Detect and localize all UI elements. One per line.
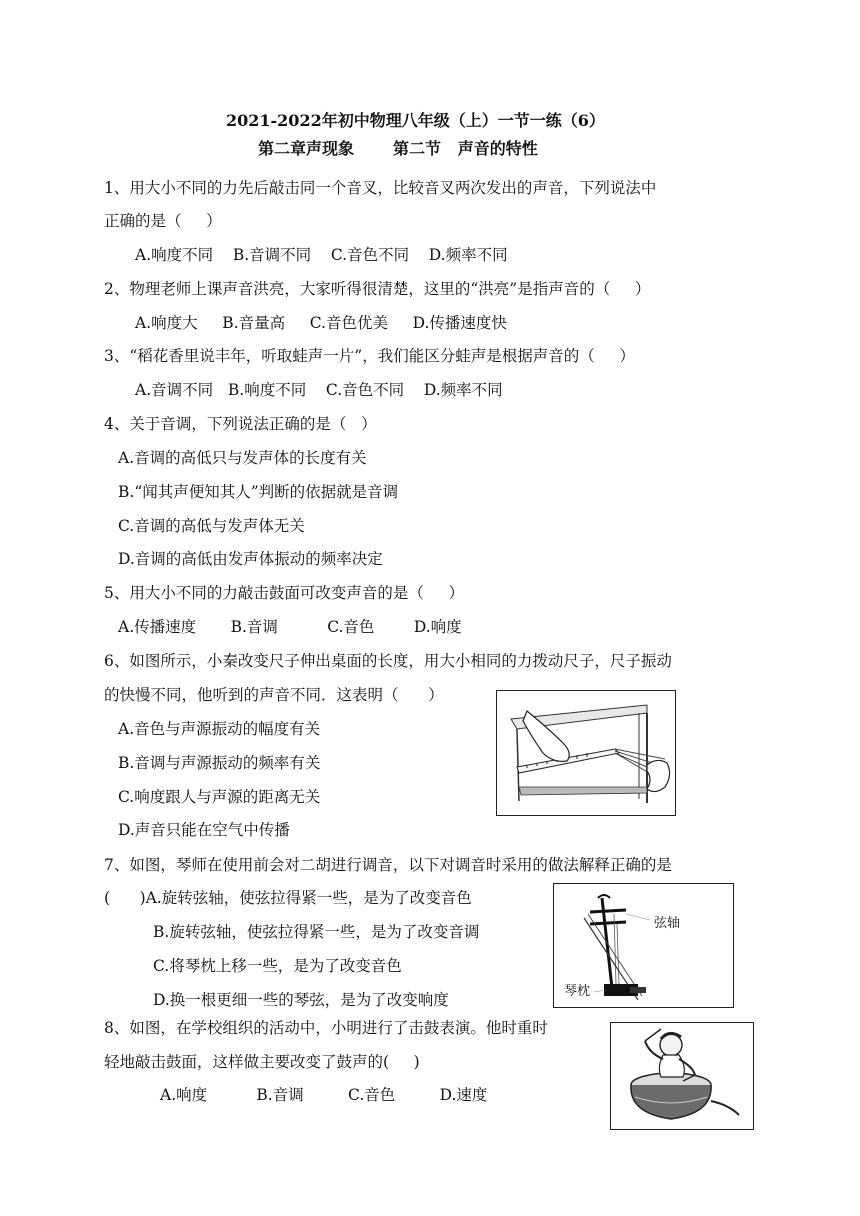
question-7-option-d: D.换一根更细一些的琴弦，是为了改变响度 xyxy=(153,991,449,1009)
page-title: 2021-2022年初中物理八年级（上）一节一练（6） xyxy=(226,111,605,130)
question-7-stem: 7、如图，琴师在使用前会对二胡进行调音，以下对调音时采用的做法解释正确的是 xyxy=(104,856,672,874)
question-2-options: A.响度大 B.音量高 C.音色优美 D.传播速度快 xyxy=(135,314,507,332)
question-1-stem: 1、用大小不同的力先后敲击同一个音叉，比较音叉两次发出的声音，下列说法中 xyxy=(104,179,657,197)
question-3-stem: 3、“稻花香里说丰年，听取蛙声一片”，我们能区分蛙声是根据声音的（ ） xyxy=(104,347,635,365)
ruler-on-table-figure xyxy=(496,690,676,816)
question-5-stem: 5、用大小不同的力敲击鼓面可改变声音的是（ ） xyxy=(104,584,464,602)
question-1-options: A.响度不同 B.音调不同 C.音色不同 D.频率不同 xyxy=(135,246,508,264)
question-8-stem-cont: 轻地敲击鼓面，这样做主要改变了鼓声的( ) xyxy=(104,1053,420,1071)
question-6-option-a: A.音色与声源振动的幅度有关 xyxy=(118,720,321,738)
question-8-options: A.响度 B.音调 C.音色 D.速度 xyxy=(160,1086,488,1104)
question-6-stem-cont: 的快慢不同，他听到的声音不同．这表明（ ） xyxy=(104,686,444,704)
question-7-stem-option-a: ( )A.旋转弦轴，使弦拉得紧一些，是为了改变音色 xyxy=(104,889,472,907)
question-8-stem: 8、如图，在学校组织的活动中，小明进行了击鼓表演。他时重时 xyxy=(104,1019,548,1037)
question-1-stem-cont: 正确的是（ ） xyxy=(104,212,222,230)
question-3-options: A.音调不同 B.响度不同 C.音色不同 D.频率不同 xyxy=(135,381,503,399)
page-subtitle: 第二章声现象 第二节 声音的特性 xyxy=(258,139,538,158)
question-6-option-b: B.音调与声源振动的频率有关 xyxy=(118,754,321,772)
question-4-option-c: C.音调的高低与发声体无关 xyxy=(118,517,305,535)
question-4-stem: 4、关于音调，下列说法正确的是（ ） xyxy=(104,415,377,433)
question-5-options: A.传播速度 B.音调 C.音色 D.响度 xyxy=(118,618,462,636)
question-6-stem: 6、如图所示，小秦改变尺子伸出桌面的长度，用大小相同的力拨动尺子，尺子振动 xyxy=(104,652,672,670)
question-4-option-d: D.音调的高低由发声体振动的频率决定 xyxy=(118,550,383,568)
erhu-figure xyxy=(553,883,734,1008)
erhu-label-nut: 琴枕 xyxy=(564,984,591,999)
question-7-option-b: B.旋转弦轴，使弦拉得紧一些，是为了改变音调 xyxy=(153,923,480,941)
drummer-figure xyxy=(610,1022,754,1130)
erhu-label-peg: 弦轴 xyxy=(654,916,681,931)
question-6-option-c: C.响度跟人与声源的距离无关 xyxy=(118,788,321,806)
question-7-option-c: C.将琴枕上移一些，是为了改变音色 xyxy=(153,957,402,975)
question-4-option-a: A.音调的高低只与发声体的长度有关 xyxy=(118,449,367,467)
question-6-option-d: D.声音只能在空气中传播 xyxy=(118,821,290,839)
question-4-option-b: B.“闻其声便知其人”判断的依据就是音调 xyxy=(118,483,399,501)
question-2-stem: 2、物理老师上课声音洪亮，大家听得很清楚，这里的“洪亮”是指声音的（ ） xyxy=(104,280,651,298)
